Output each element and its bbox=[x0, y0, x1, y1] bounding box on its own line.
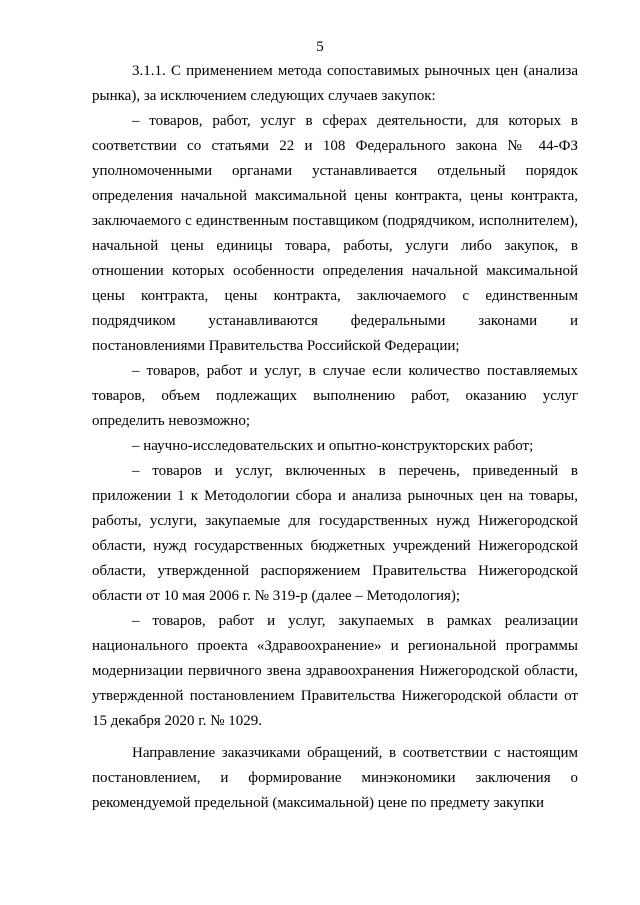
paragraph-clause-3-1-1: 3.1.1. С применением метода сопоставимых рыночных цен (анализа рынка), за исключением следующих случаев закупок: bbox=[92, 63, 578, 104]
paragraph-exception-healthcare-project: – товаров, работ и услуг, закупаемых в рамках реализации национального проекта «Здравоохранение» и региональной программы модернизации первичного звена здравоохранения Нижегородской области, утвержденной постановлением Правительства Нижегородской области от 15 декабря 2020 г. № 1029. bbox=[92, 613, 578, 729]
paragraph-exception-research-works: – научно-исследовательских и опытно-конструкторских работ; bbox=[132, 438, 534, 454]
paragraph-exception-quantity-undefined: – товаров, работ и услуг, в случае если количество поставляемых товаров, объем подлежащих выполнению работ, оказанию услуг определить невозможно; bbox=[92, 363, 578, 429]
paragraph-customer-requests: Направление заказчиками обращений, в соответствии с настоящим постановлением, и формирование минэкономики заключения о рекомендуемой предельной (максимальной) цене по предмету закупки bbox=[92, 745, 578, 811]
document-body bbox=[92, 59, 578, 816]
paragraph-exception-methodology-list: – товаров и услуг, включенных в перечень, приведенный в приложении 1 к Методологии сбора и анализа рыночных цен на товары, работы, услуги, закупаемые для государственных нужд Нижегородской области, нужд государственных бюджетных учреждений Нижегородской области, утвержденной распоряжением Правительства Нижегородской области от 10 мая 2006 г. № 319-р (далее – Методология); bbox=[92, 463, 578, 604]
paragraph-exception-special-procedure: – товаров, работ, услуг в сферах деятельности, для которых в соответствии со статьями 22 и 108 Федерального закона № 44-ФЗ уполномоченными органами устанавливается отдельный порядок определения начальной максимальной цены контракта, цены контракта, заключаемого с единственным поставщиком (подрядчиком, исполнителем), начальной цены единицы товара, работы, услуги либо закупок, в отношении которых особенности определения начальной максимальной цены контракта, цены контракта, заключаемого с единственным подрядчиком устанавливаются федеральными законами и постановлениями Правительства Российской Федерации; bbox=[92, 113, 578, 354]
page-number: 5 bbox=[316, 39, 324, 55]
